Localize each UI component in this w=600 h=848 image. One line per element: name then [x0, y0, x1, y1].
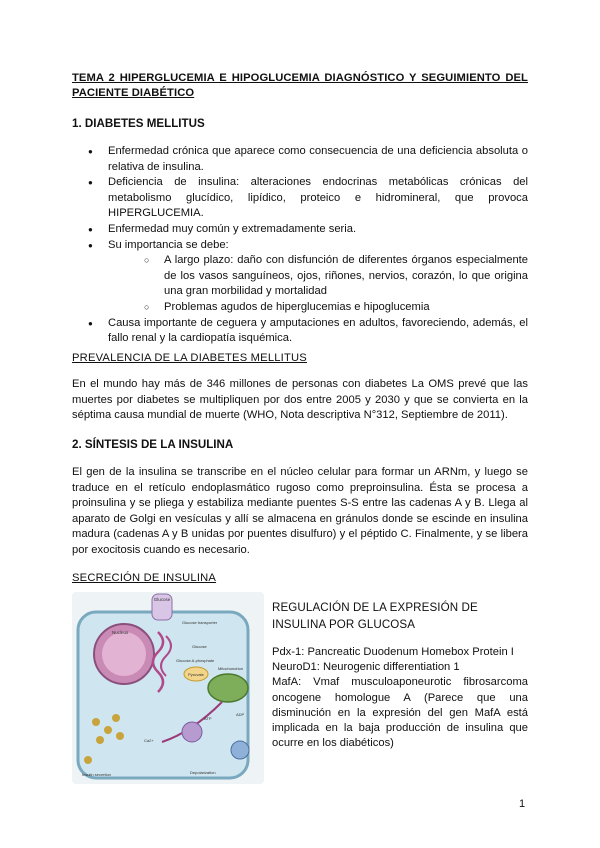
prevalence-heading: PREVALENCIA DE LA DIABETES MELLITUS — [72, 352, 307, 364]
section-heading-diabetes: 1. DIABETES MELLITUS — [72, 117, 205, 130]
figure-label: Insulin secretion — [82, 772, 111, 777]
mitochondrion — [208, 674, 248, 702]
figure-label: ADP — [236, 712, 245, 717]
figure-label: Glucose-6-phosphate — [176, 658, 215, 663]
secretion-heading: SECRECIÓN DE INSULINA — [72, 572, 217, 584]
beta-cell-diagram — [72, 592, 264, 784]
regulation-text — [272, 645, 528, 751]
list-item-text: Su importancia se debe: — [108, 238, 229, 251]
figure-label: Mitochondrion — [218, 666, 244, 671]
diabetes-bullet-list — [88, 144, 528, 347]
insulin-granule — [112, 714, 120, 722]
figure-label: Nucleus — [112, 630, 129, 635]
insulin-synthesis-paragraph: El gen de la insulina se transcribe en el núcleo celular para formar un ARNm, y luego se traduce en el retículo endoplasmático rugoso como preproinsulina. Ésta se procesa a proinsulina y se pliega y estabiliza mediante puentes S-S entre las cadenas A y B. Llega al aparato de Golgi en vesículas y allí se almacena en gránulos donde se escinde en insulina madura (cadenas A y B unidas por puentes disulfuro) y el péptido C. Finalmente, y se libera por exocitosis cuando es necesario. — [72, 466, 528, 556]
insulin-granule — [84, 756, 92, 764]
figure-label: Glucose — [192, 644, 207, 649]
insulin-granule — [104, 726, 112, 734]
nucleolus — [102, 632, 146, 676]
sub-list-item: ○ A largo plazo: daño con disfunción de diferentes órganos especialmente de los vasos sanguíneos, ojos, riñones, nervios, corazón, lo que origina una gran morbilidad y mortalidad — [144, 253, 528, 300]
document-title: TEMA 2 HIPERGLUCEMIA E HIPOGLUCEMIA DIAGNÓSTICO Y SEGUIMIENTO DEL PACIENTE DIABÉTICO — [72, 72, 528, 99]
section-heading-insulin-synthesis: 2. SÍNTESIS DE LA INSULINA — [72, 438, 234, 451]
figure-label: Pyruvate — [188, 672, 204, 677]
regulation-line: Pdx-1: Pancreatic Duodenum Homebox Protein I — [272, 646, 514, 658]
figure-label: Depolarization — [190, 770, 216, 775]
list-item: ● Causa importante de ceguera y amputaciones en adultos, favoreciendo, además, el fallo renal y la cardiopatía isquémica. — [88, 316, 528, 347]
list-item: ● Enfermedad crónica que aparece como consecuencia de una deficiencia absoluta o relativa de insulina. — [88, 144, 528, 175]
list-item: ● Deficiencia de insulina: alteraciones endocrinas metabólicas crónicas del metabolismo glucídico, lipídico, proteico e hidromineral, que provoca HIPERGLUCEMIA. — [88, 175, 528, 222]
sub-list-item: ○ Problemas agudos de hiperglucemias e hipoglucemia — [144, 300, 528, 316]
figure-label: ATP — [204, 716, 212, 721]
insulin-granule — [116, 732, 124, 740]
regulation-line: NeuroD1: Neurogenic differentiation 1 — [272, 661, 460, 674]
ca-channel — [231, 741, 249, 759]
figure-label: Ca2+ — [144, 738, 154, 743]
page-number: 1 — [519, 798, 526, 810]
insulin-granule — [96, 736, 104, 744]
regulation-title: REGULACIÓN DE LA EXPRESIÓN DE INSULINA POR GLUCOSA — [272, 601, 478, 631]
beta-cell-illustration — [72, 592, 264, 784]
prevalence-paragraph: En el mundo hay más de 346 millones de personas con diabetes La OMS prevé que las muertes por diabetes se multipliquen por dos entre 2005 y 2030 y que se convierta en la séptima causa mundial de muerte (WHO, Nota descriptiva N°312, Septiembre de 2011). — [72, 378, 528, 422]
list-item: ● Enfermedad muy común y extremadamente seria. — [88, 222, 528, 238]
sub-bullet-list — [108, 253, 528, 315]
insulin-granule — [92, 718, 100, 726]
regulation-line: MafA: Vmaf musculoaponeurotic fibrosarcoma oncogene homologue A (Parece que una disminución en la expresión del gen MafA está implicada en la baja producción de insulina que ocurre en los diabéticos) — [272, 676, 528, 750]
figure-label: Glucose — [153, 597, 171, 602]
k-atp-channel — [182, 722, 202, 742]
list-item — [88, 238, 528, 316]
figure-label: Glucose transporter — [182, 620, 218, 625]
